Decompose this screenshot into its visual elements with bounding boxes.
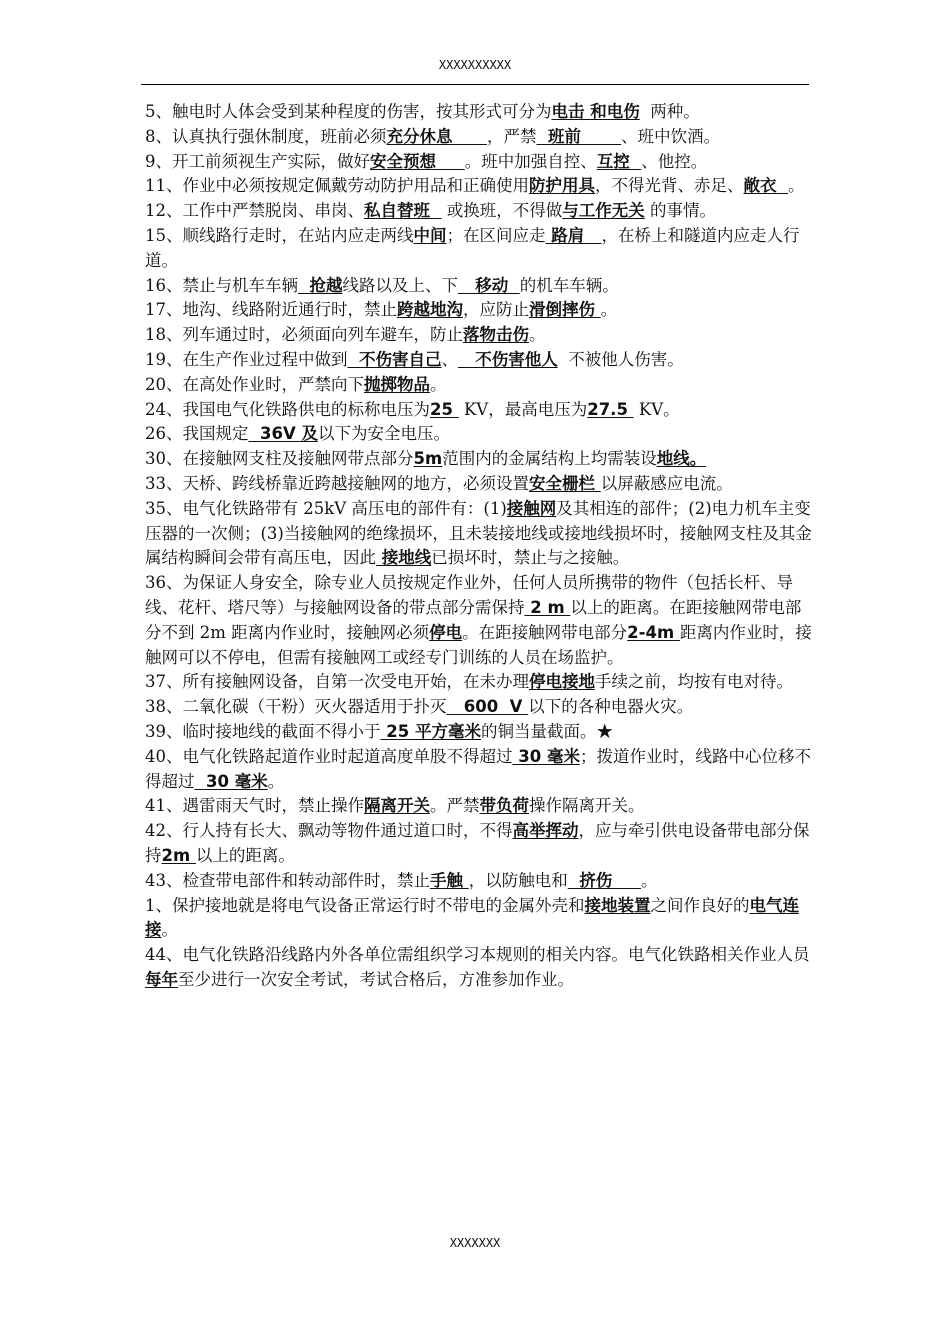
question-item: [145, 720, 815, 745]
question-item: [145, 348, 815, 373]
question-text: 以上的距离。在距接触网带电部分不到 2m 距离内作业时，接触网必须: [145, 597, 802, 642]
question-text: KV。: [633, 399, 680, 419]
question-text: 手续之前，均按有电对待。: [595, 672, 793, 692]
answer-blank: 25: [430, 399, 459, 419]
question-text: 或换班，不得做: [441, 201, 563, 221]
answer-blank: 停电: [429, 622, 463, 642]
answer-blank: 电气连接: [145, 895, 799, 940]
question-text: 。班中加强自控、: [464, 151, 597, 171]
question-item: [145, 323, 815, 348]
question-item: [145, 274, 815, 299]
question-text: 以上的距离。: [195, 845, 295, 865]
question-text: 距离内作业时，接触网可以不停电，但需有接触网工或经专门训练的人员在场监护。: [145, 622, 812, 667]
answer-blank: 30 毫米: [194, 771, 268, 791]
answer-blank: 手触: [430, 870, 469, 890]
answer-blank: 36V 及: [248, 424, 318, 444]
question-text: ，在桥上和隧道内应走人行道。: [145, 225, 800, 270]
question-text: ，应与牵引供电设备带电部分保持: [145, 821, 810, 865]
question-item: [145, 819, 815, 869]
question-text: 39、临时接地线的截面不得小于: [145, 721, 381, 741]
answer-blank: 落物击伤: [463, 325, 529, 345]
question-item: [145, 224, 815, 274]
question-text: ，以防触电和: [468, 870, 568, 890]
question-text: 8、认真执行强休制度，班前必须: [145, 126, 387, 146]
answer-blank: 挤伤: [567, 870, 641, 890]
answer-blank: 30 毫米: [512, 746, 580, 766]
question-text: 24、我国电气化铁路供电的标称电压为: [145, 399, 430, 419]
question-text: 不被他人伤害。: [557, 349, 684, 369]
question-text: 16、禁止与机车车辆: [145, 275, 298, 295]
question-text: 35、电气化铁路带有 25kV 高压电的部件有：(1): [145, 498, 507, 518]
question-text: 5、触电时人体会受到某种程度的伤害，按其形式可分为: [145, 102, 552, 121]
answer-blank: 接触网: [506, 498, 557, 518]
question-text: ，应防止: [463, 300, 529, 320]
answer-blank: 隔离开关: [364, 796, 430, 816]
question-text: 线路以及上、下: [342, 275, 458, 295]
question-item: [145, 150, 815, 175]
answer-blank: 充分休息: [386, 126, 487, 146]
question-item: [145, 100, 815, 125]
answer-blank: 高举挥动: [512, 821, 579, 841]
question-text: 。: [161, 920, 178, 940]
question-text: 40、电气化铁路起道作业时起道高度单股不得超过: [145, 746, 513, 766]
question-text: 的事情。: [644, 201, 716, 221]
question-text: 、他控。: [641, 151, 708, 171]
question-item: [145, 125, 815, 150]
answer-blank: 私自替班: [364, 201, 442, 221]
question-text: 41、遇雷雨天气时，禁止操作: [145, 796, 364, 816]
answer-blank: 与工作无关: [562, 201, 645, 221]
question-text: 。在距接触网带电部分: [462, 622, 628, 642]
answer-blank: 2-4m: [627, 622, 680, 642]
question-text: 。: [788, 176, 805, 196]
question-text: 44、电气化铁路沿线路内外各单位需组织学习本规则的相关内容。电气化铁路相关作业人员: [145, 945, 810, 965]
question-item: [145, 571, 815, 670]
answer-blank: 滑倒摔伤: [529, 300, 601, 320]
question-text: KV，最高电压为: [458, 399, 588, 419]
question-item: [145, 497, 815, 571]
answer-blank: 安全预想: [370, 151, 465, 171]
question-text: 以下为安全电压。: [317, 424, 450, 444]
answer-blank: 不伤害自己: [347, 349, 442, 369]
question-item: [145, 869, 815, 894]
question-text: 的机车车辆。: [519, 275, 619, 295]
question-item: [145, 794, 815, 819]
answer-blank: 27.5: [587, 399, 634, 419]
question-text: 已损坏时，禁止与之接触。: [431, 548, 630, 568]
question-text: 的铜当量截面。★: [480, 721, 613, 741]
question-text: ，严禁: [486, 126, 537, 146]
answer-blank: 移动: [458, 275, 520, 295]
answer-blank: 接地装置: [584, 895, 651, 915]
question-text: 。: [600, 300, 618, 320]
question-item: [145, 199, 815, 224]
question-text: 30、在接触网支柱及接触网带点部分: [145, 449, 414, 469]
answer-blank: 互控: [596, 151, 642, 171]
question-text: ；在区间应走: [446, 225, 546, 245]
answer-blank: 停电接地: [529, 672, 595, 692]
question-text: 。: [529, 325, 546, 345]
answer-blank: 5m: [413, 449, 443, 469]
answer-blank: 班前: [536, 126, 622, 146]
question-item: [145, 745, 815, 795]
question-text: 9、开工前须视生产实际，做好: [145, 151, 370, 171]
question-text: 11、作业中必须按规定佩戴劳动防护用品和正确使用: [145, 176, 529, 196]
answer-blank: 地线。: [656, 449, 707, 469]
question-text: 1、保护接地就是将电气设备正常运行时不带电的金属外壳和: [145, 895, 585, 915]
question-text: 范围内的金属结构上均需装设: [442, 449, 657, 469]
header-rule: [141, 84, 809, 85]
question-text: 36、为保证人身安全，除专业人员按规定作业外，任何人员所携带的物件（包括长杆、导线、花杆、塔尺等）与接触网设备的带点部分需保持: [145, 573, 793, 617]
question-text: 42、行人持有长大、飘动等物件通过道口时，不得: [145, 821, 513, 841]
answer-blank: 每年: [145, 969, 178, 989]
answer-blank: 接地线: [376, 548, 432, 568]
question-text: 43、检查带电部件和转动部件时，禁止: [145, 870, 430, 890]
answer-blank: 2 m: [524, 597, 571, 617]
question-text: 之间作良好的: [650, 895, 750, 915]
answer-blank: 600 V: [446, 697, 529, 717]
answer-blank: 防护用具: [529, 176, 595, 196]
question-text: 26、我国规定: [145, 424, 249, 444]
question-text: 。: [640, 870, 658, 890]
question-text: 。: [430, 374, 447, 394]
question-item: [145, 398, 815, 423]
question-text: 及其相连的部件；(2)电力机车主变压器的一次侧；(3)当接触网的绝缘损坏，且未装接地线或接地线损坏时，接触网支柱及其金属结构瞬间会带有高压电，因此: [145, 498, 812, 568]
answer-blank: 25 平方毫米: [380, 721, 481, 741]
question-list: [145, 100, 815, 993]
question-item: [145, 373, 815, 398]
answer-blank: 路肩: [545, 225, 602, 245]
page-footer: XXXXXXX: [449, 1236, 501, 1250]
answer-blank: 中间: [413, 225, 447, 245]
question-text: 33、天桥、跨线桥靠近跨越接触网的地方，必须设置: [145, 473, 529, 493]
question-item: [145, 422, 815, 447]
question-item: [145, 472, 815, 497]
question-text: 19、在生产作业过程中做到: [145, 349, 348, 369]
answer-blank: 电击 和电伤: [551, 102, 640, 121]
answer-blank: 敞衣: [743, 176, 788, 196]
question-text: 、: [441, 349, 458, 369]
question-item: [145, 298, 815, 323]
question-text: 操作隔离开关。: [529, 796, 645, 816]
page-header: XXXXXXXXXX: [438, 58, 512, 72]
question-item: [145, 943, 815, 993]
question-item: [145, 894, 815, 944]
question-text: 20、在高处作业时，严禁向下: [145, 374, 364, 394]
question-text: 至少进行一次安全考试，考试合格后，方准参加作业。: [178, 969, 574, 989]
question-text: 18、列车通过时，必须面向列车避车，防止: [145, 325, 463, 345]
question-text: 。严禁: [430, 796, 480, 816]
question-item: [145, 447, 815, 472]
answer-blank: 带负荷: [479, 796, 529, 816]
question-text: 。: [267, 771, 285, 791]
question-text: 38、二氧化碳（干粉）灭火器适用于扑灭: [145, 697, 447, 717]
question-item: [145, 174, 815, 199]
question-text: ，不得光背、赤足、: [595, 176, 744, 196]
question-item: [145, 670, 815, 695]
question-item: [145, 695, 815, 720]
question-text: 37、所有接触网设备，自第一次受电开始，在未办理: [145, 672, 529, 692]
answer-blank: 跨越地沟: [397, 300, 463, 320]
question-text: 15、顺线路行走时，在站内应走两线: [145, 225, 414, 245]
question-text: 以屏蔽感应电流。: [600, 473, 733, 493]
question-text: ；拨道作业时，线路中心位移不得超过: [145, 746, 811, 791]
question-text: 以下的各种电器火灾。: [528, 697, 694, 717]
answer-blank: 2m: [161, 845, 196, 865]
question-text: 17、地沟、线路附近通行时，禁止: [145, 300, 397, 320]
answer-blank: 安全栅栏: [529, 473, 601, 493]
question-text: 12、工作中严禁脱岗、串岗、: [145, 201, 364, 221]
question-text: 、班中饮酒。: [621, 126, 721, 146]
answer-blank: 抢越: [298, 275, 343, 295]
answer-blank: 不伤害他人: [458, 349, 558, 369]
answer-blank: 抛掷物品: [364, 374, 430, 394]
question-text: 两种。: [639, 102, 700, 121]
